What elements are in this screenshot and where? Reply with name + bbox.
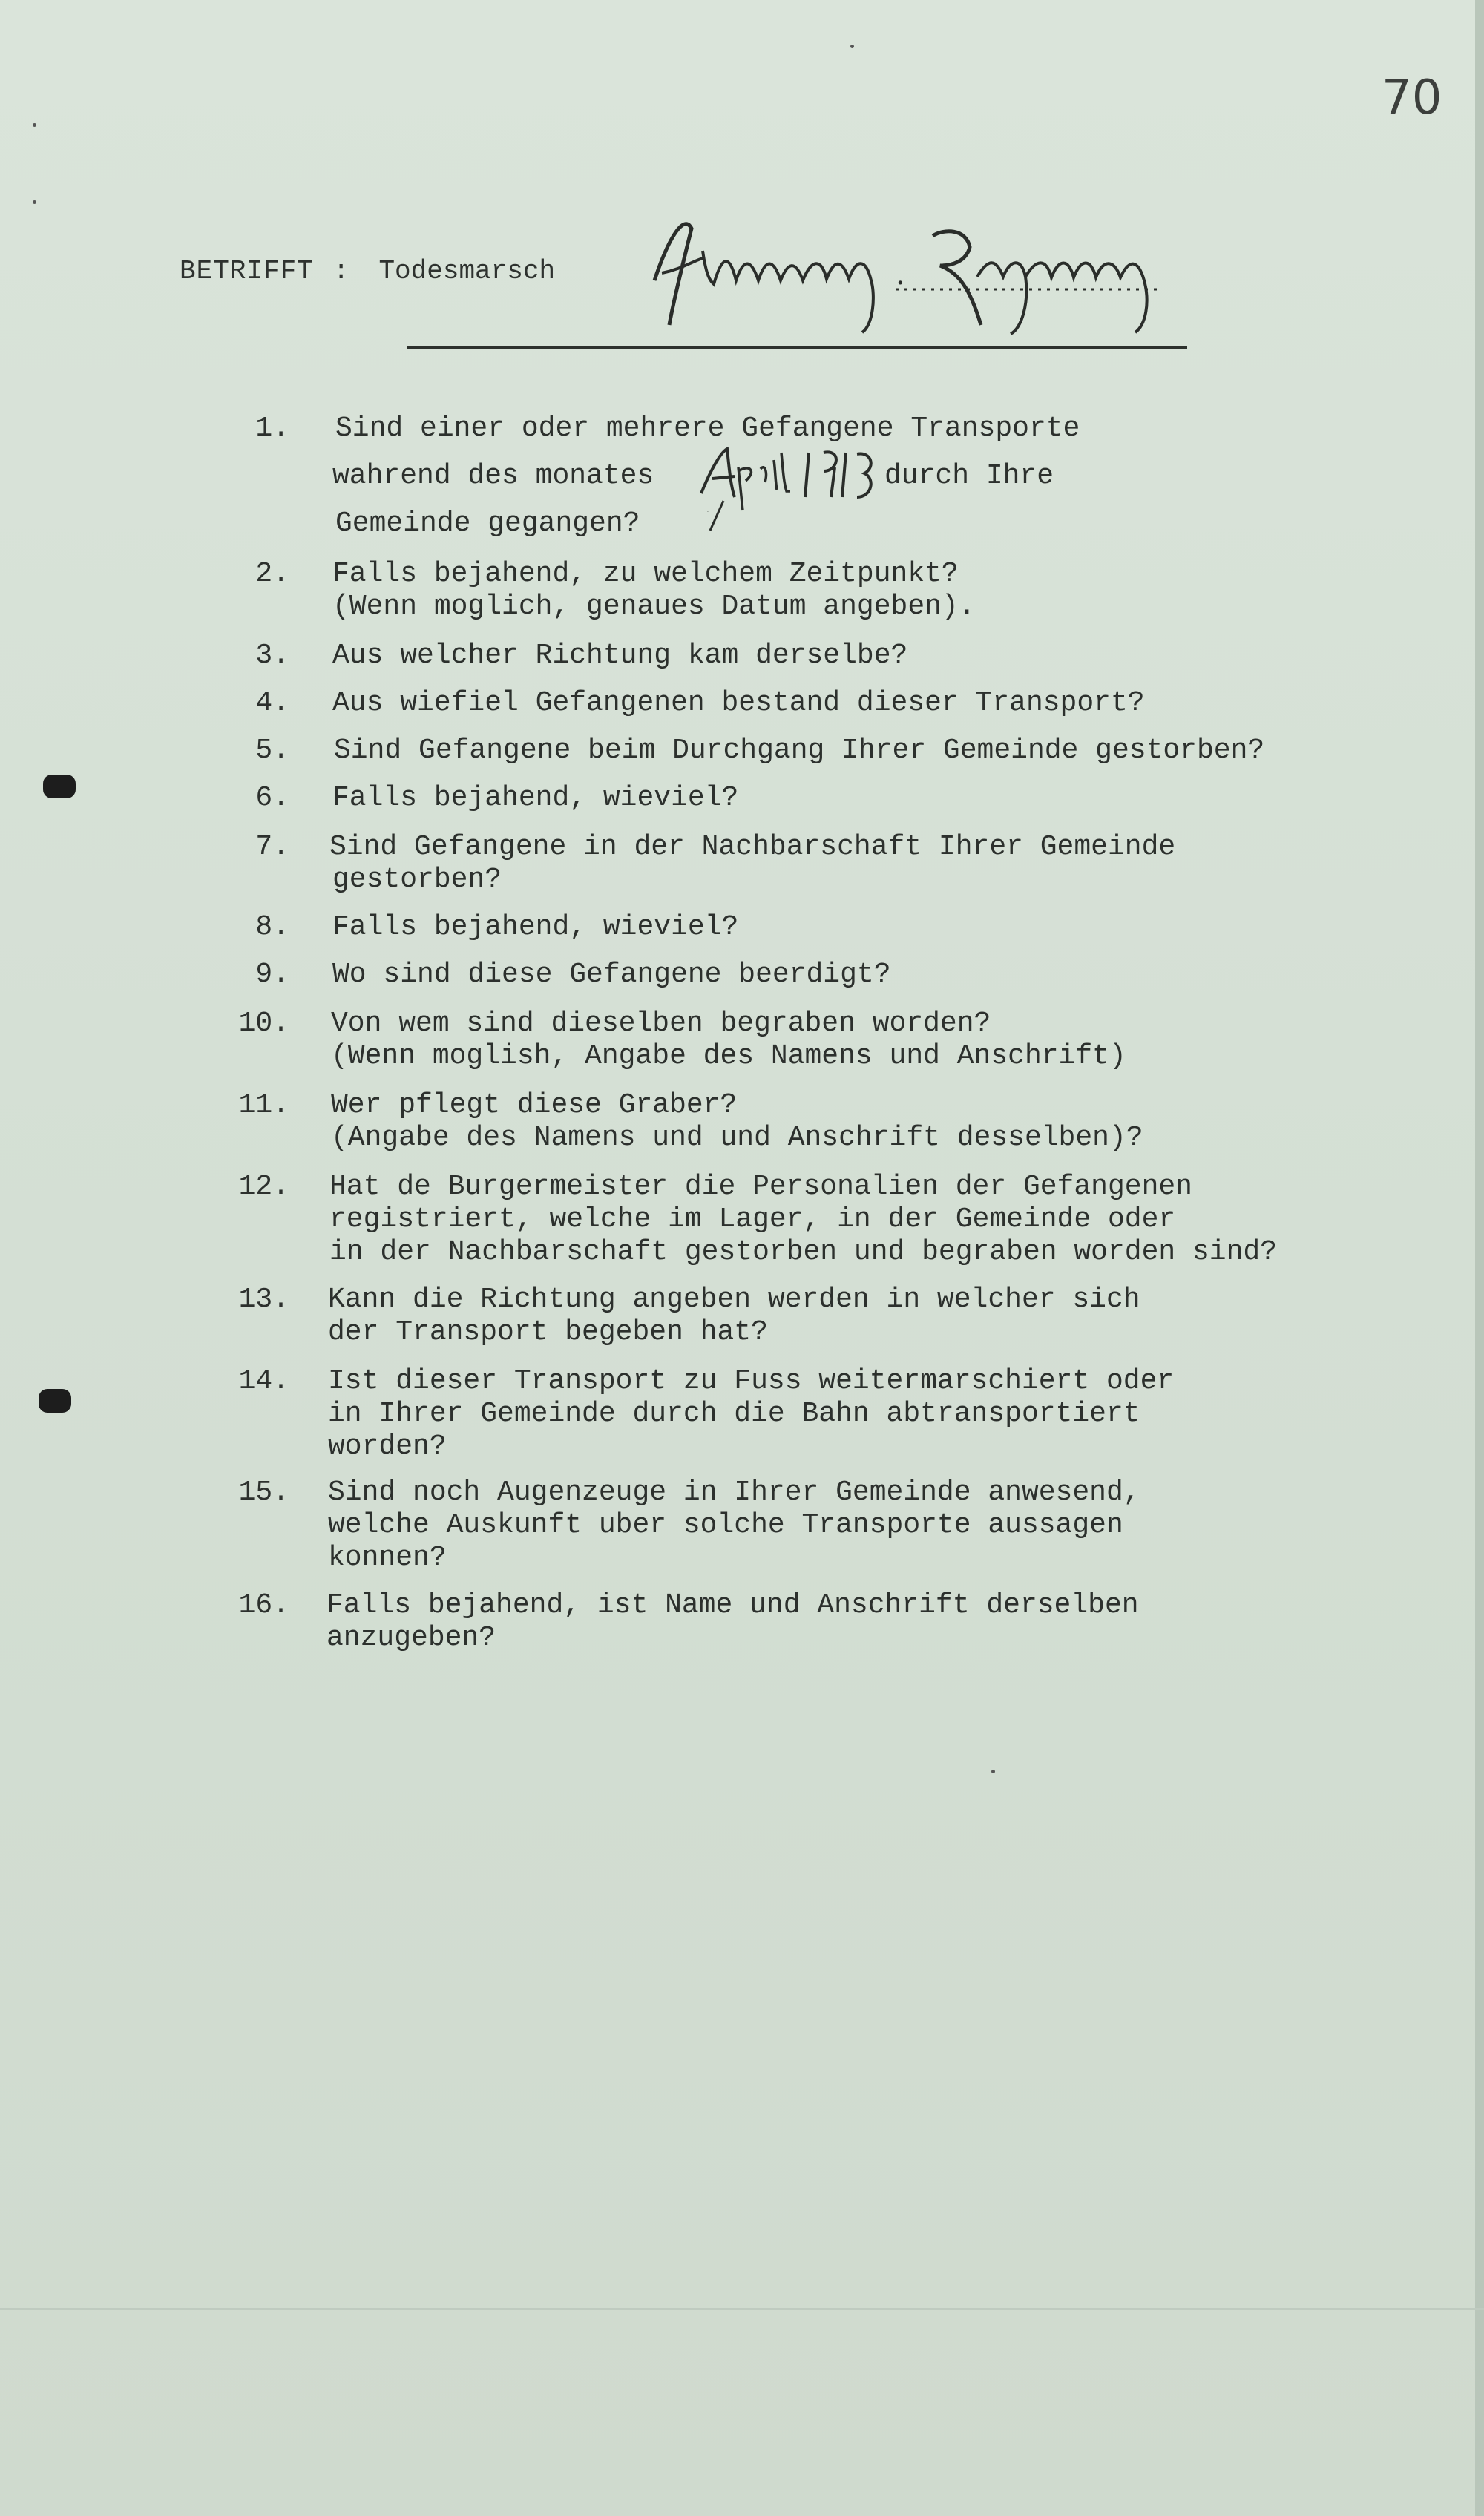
punch-hole-bottom	[39, 1389, 71, 1413]
question-text: Hat de Burgermeister die Personalien der Gefangenen	[329, 1171, 1192, 1203]
question-text: Falls bejahend, wieviel?	[332, 782, 739, 814]
question-number: 15.	[238, 1477, 289, 1508]
question-number: 6.	[255, 782, 289, 814]
question-text: konnen?	[328, 1542, 447, 1574]
speck	[33, 123, 36, 127]
question-text: Wer pflegt diese Graber?	[331, 1089, 738, 1121]
question-text: in Ihrer Gemeinde durch die Bahn abtransportiert	[328, 1398, 1140, 1430]
question-text: Gemeinde gegangen?	[335, 508, 640, 539]
question-number: 4.	[255, 687, 289, 719]
handwritten-subject-signature	[640, 206, 1189, 340]
question-number: 7.	[255, 831, 289, 863]
subject-line	[180, 256, 555, 286]
question-text: in der Nachbarschaft gestorben und begraben worden sind?	[329, 1236, 1278, 1268]
pen-stroke	[701, 497, 731, 534]
question-text: Von wem sind dieselben begraben worden?	[331, 1008, 991, 1039]
question-text: der Transport begeben hat?	[328, 1316, 768, 1348]
subject-underline	[407, 346, 1187, 349]
question-text: worden?	[328, 1431, 447, 1462]
question-text: Kann die Richtung angeben werden in welcher sich	[328, 1284, 1140, 1316]
question-text: durch Ihre	[884, 460, 1054, 492]
question-number: 10.	[238, 1008, 289, 1039]
question-number: 12.	[238, 1171, 289, 1203]
question-text: Sind noch Augenzeuge in Ihrer Gemeinde anwesend,	[328, 1477, 1140, 1508]
question-text: Aus wiefiel Gefangenen bestand dieser Transport?	[332, 687, 1145, 719]
question-text: registriert, welche im Lager, in der Gemeinde oder	[329, 1203, 1176, 1235]
question-text: welche Auskunft uber solche Transporte aussagen	[328, 1509, 1123, 1541]
question-number: 14.	[238, 1365, 289, 1397]
speck	[33, 200, 36, 204]
paper-fold	[0, 2308, 1484, 2310]
question-text: Ist dieser Transport zu Fuss weitermarschiert oder	[328, 1365, 1175, 1397]
page-edge	[1475, 0, 1484, 2516]
question-number: 8.	[255, 911, 289, 943]
question-number: 3.	[255, 640, 289, 671]
question-number: 1.	[255, 413, 289, 444]
question-text: Falls bejahend, ist Name und Anschrift derselben	[326, 1589, 1139, 1621]
question-number: 9.	[255, 959, 289, 991]
question-number: 11.	[238, 1089, 289, 1121]
question-text: (Wenn moglich, genaues Datum angeben).	[332, 591, 976, 623]
question-text: Aus welcher Richtung kam derselbe?	[332, 640, 908, 671]
question-text: gestorben?	[332, 864, 502, 896]
page-number: 70	[1382, 70, 1442, 125]
question-text: Falls bejahend, zu welchem Zeitpunkt?	[332, 558, 959, 590]
question-text: Sind einer oder mehrere Gefangene Transporte	[335, 413, 1080, 444]
subject-word: Todesmarsch	[378, 256, 556, 286]
question-text: wahrend des monates	[332, 460, 654, 492]
speck	[991, 1770, 995, 1773]
subject-label: BETRIFFT	[180, 256, 314, 286]
punch-hole-top	[43, 775, 76, 798]
question-text: Falls bejahend, wieviel?	[332, 911, 739, 943]
question-number: 16.	[238, 1589, 289, 1621]
question-text: Sind Gefangene in der Nachbarschaft Ihrer Gemeinde	[329, 831, 1176, 863]
question-text: (Wenn moglish, Angabe des Namens und Anschrift)	[331, 1040, 1126, 1072]
question-number: 5.	[255, 735, 289, 766]
speck	[850, 45, 854, 48]
question-number: 13.	[238, 1284, 289, 1316]
question-text: anzugeben?	[326, 1622, 496, 1654]
question-text: (Angabe des Namens und und Anschrift desselben)?	[331, 1122, 1143, 1154]
question-text: Sind Gefangene beim Durchgang Ihrer Gemeinde gestorben?	[334, 735, 1265, 766]
question-text: Wo sind diese Gefangene beerdigt?	[332, 959, 891, 991]
subject-colon: :	[332, 256, 349, 286]
question-number: 2.	[255, 558, 289, 590]
svg-text:.: .	[896, 257, 905, 292]
